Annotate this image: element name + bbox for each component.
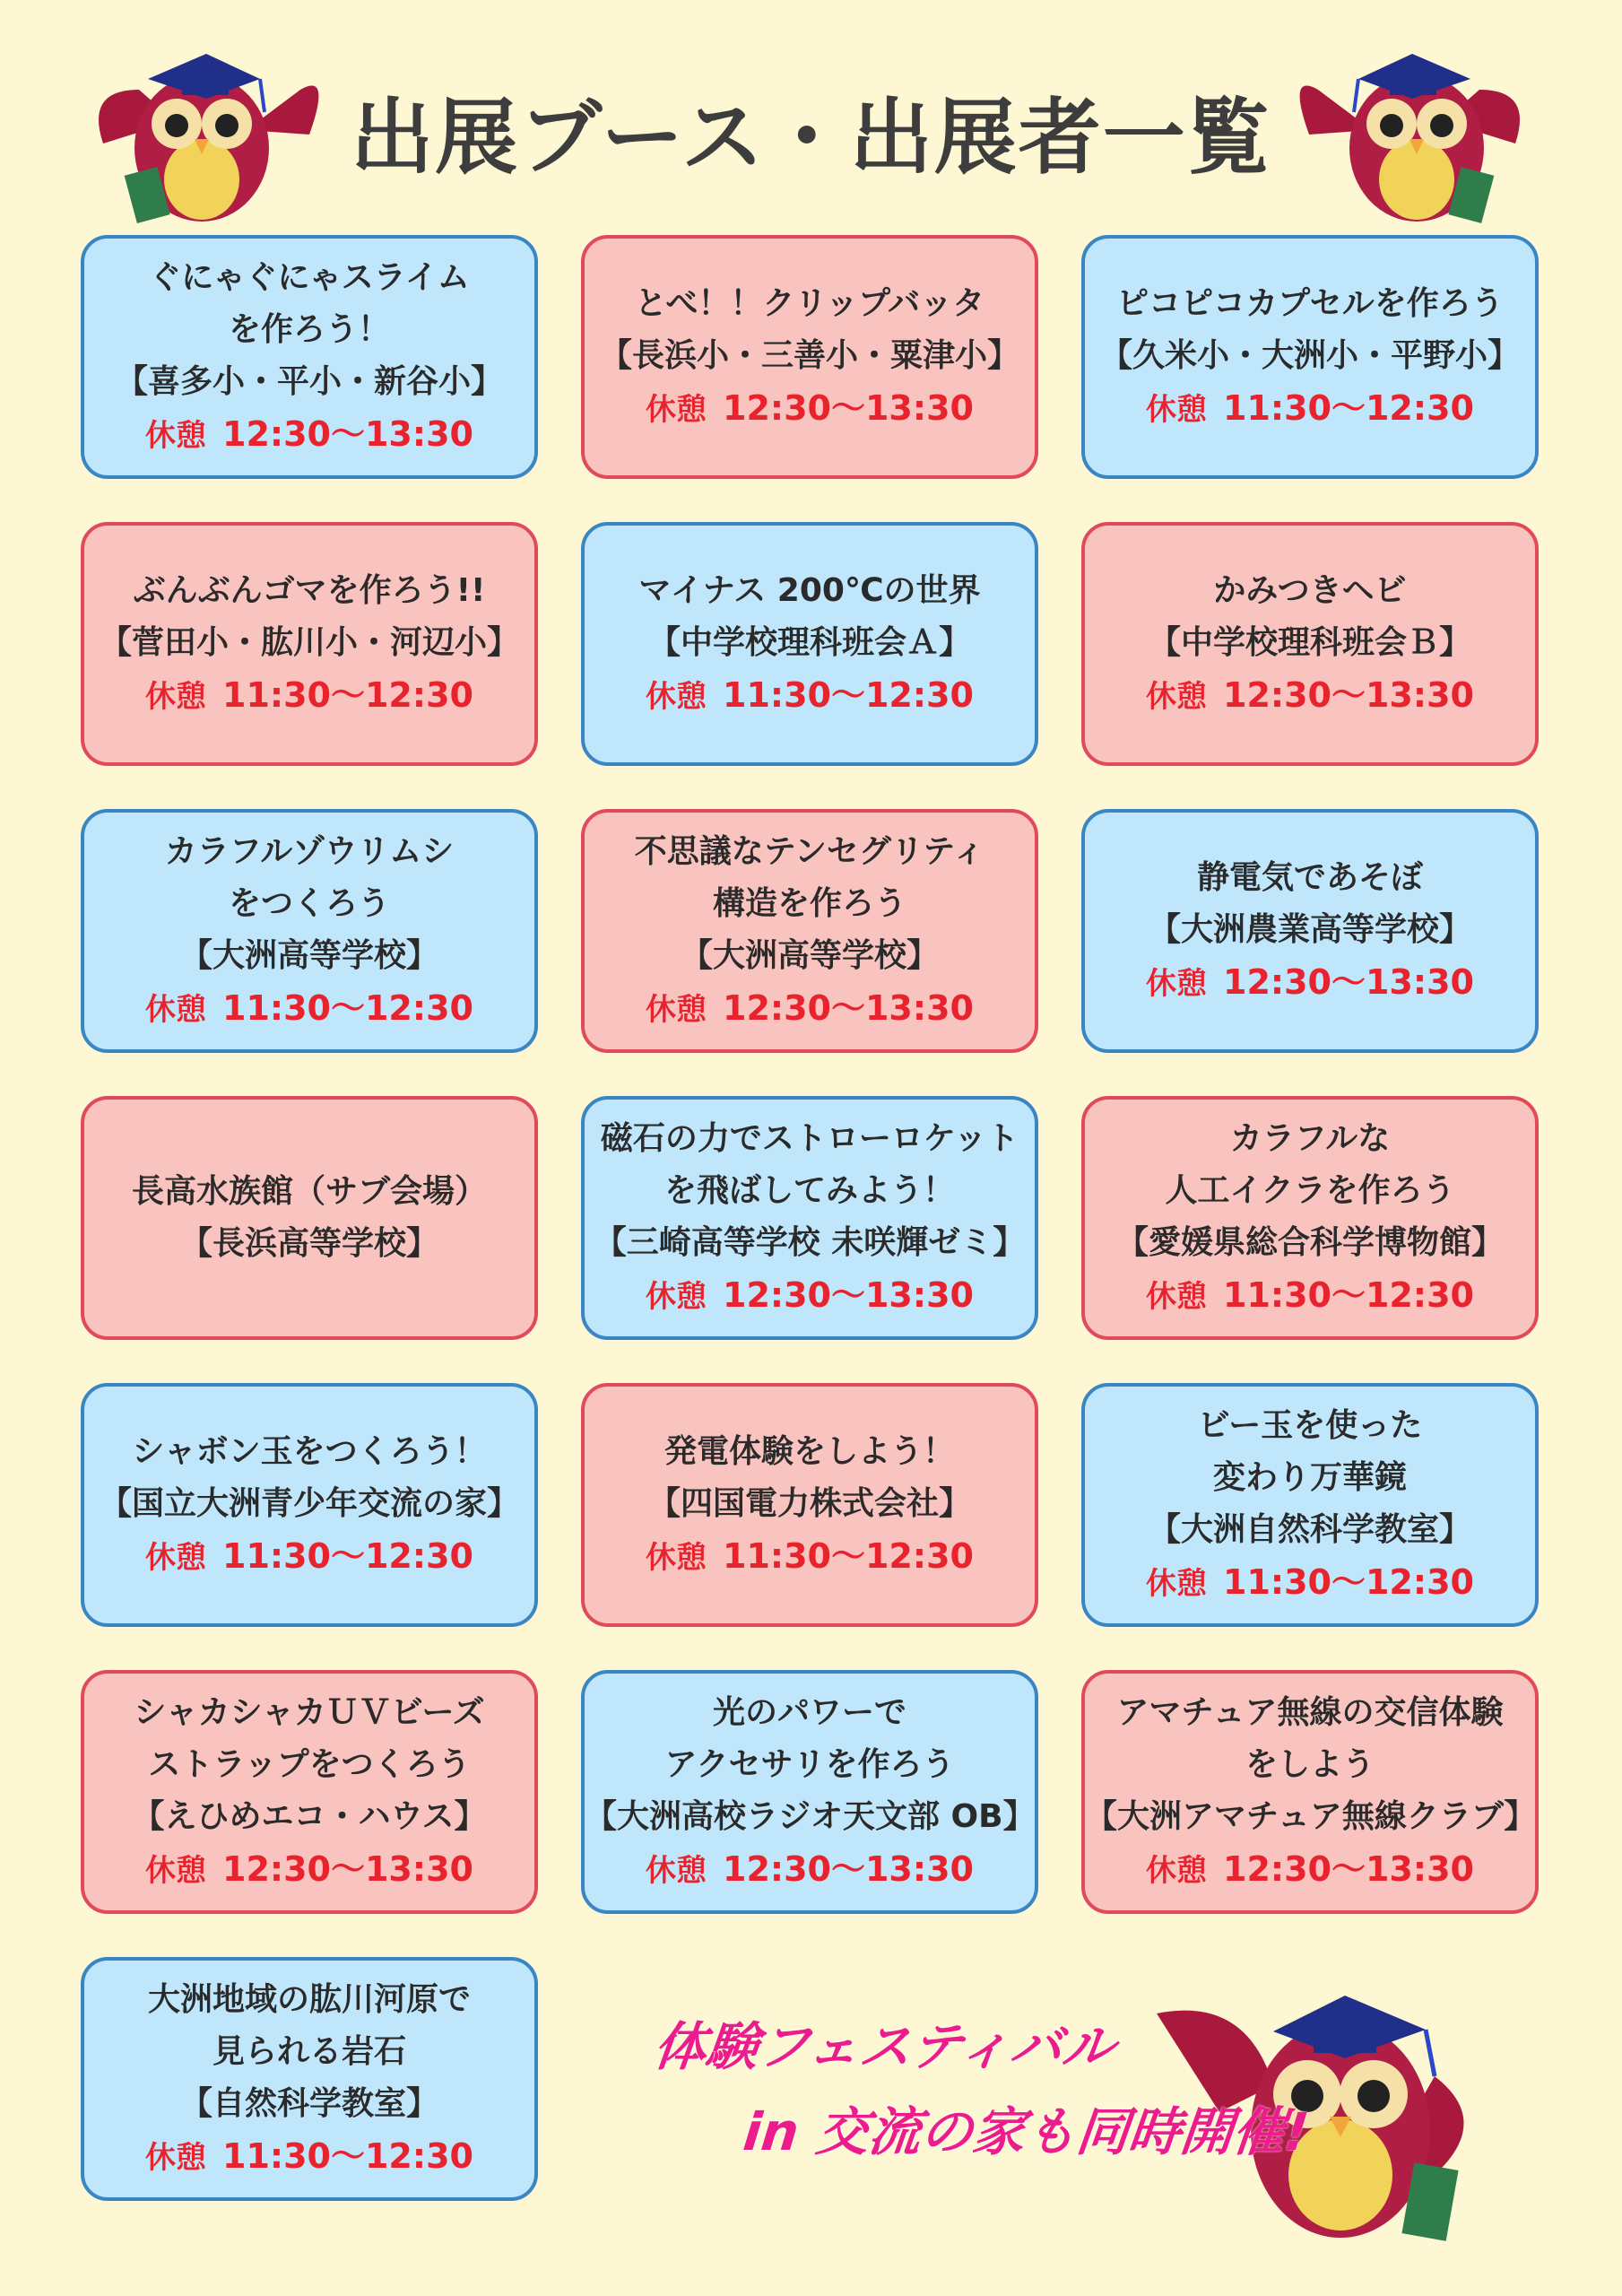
booth-card — [81, 235, 538, 479]
booth-title-line: アクセサリを作ろう — [664, 1746, 955, 1783]
booth-exhibitor: 【中学校理科班会Ａ】 — [647, 624, 971, 661]
break-label: 休憩 — [145, 1853, 207, 1889]
booth-card — [1081, 522, 1539, 766]
booth-exhibitor: 【三崎高等学校 未咲輝ゼミ】 — [594, 1224, 1026, 1261]
break-time: 12:30～13:30 — [1223, 962, 1474, 1002]
break-label: 休憩 — [1146, 679, 1208, 715]
booth-break-time — [1146, 1843, 1474, 1897]
booth-title-line: かみつきヘビ — [1213, 572, 1407, 609]
booth-exhibitor: 【中学校理科班会Ｂ】 — [1148, 624, 1471, 661]
break-time: 12:30～13:30 — [723, 1275, 974, 1315]
break-time: 11:30～12:30 — [222, 675, 473, 715]
break-label: 休憩 — [145, 992, 207, 1028]
break-label: 休憩 — [1146, 1566, 1208, 1602]
booth-exhibitor: 【愛媛県総合科学博物館】 — [1115, 1224, 1504, 1261]
booth-card — [581, 1383, 1038, 1627]
booth-break-time — [145, 669, 473, 723]
booth-card — [1081, 235, 1539, 479]
booth-break-time — [646, 982, 974, 1036]
booth-break-time — [145, 408, 473, 462]
break-time: 12:30～13:30 — [222, 414, 473, 454]
booth-break-time — [145, 2130, 473, 2184]
booth-title-line: を作ろう！ — [228, 311, 390, 348]
festival-line-1: 体験フェスティバル — [650, 2016, 1118, 2077]
break-label: 休憩 — [646, 679, 707, 715]
break-label: 休憩 — [145, 1540, 207, 1576]
break-label: 休憩 — [1146, 392, 1208, 428]
break-label: 休憩 — [145, 2140, 207, 2176]
booth-title-line: 人工イクラを作ろう — [1165, 1172, 1455, 1209]
booth-title-line: シャボン玉をつくろう！ — [132, 1433, 487, 1470]
break-time: 12:30～13:30 — [723, 1849, 974, 1889]
booth-title-line: マイナス 200℃の世界 — [638, 572, 981, 609]
booth-break-time — [145, 982, 473, 1036]
booth-title-line: 静電気であそぼ — [1196, 859, 1423, 896]
break-label: 休憩 — [646, 992, 707, 1028]
booth-card — [81, 1383, 538, 1627]
booth-title-line: ストラップをつくろう — [148, 1746, 471, 1783]
booth-title-line: を飛ばしてみよう！ — [664, 1172, 955, 1209]
booth-exhibitor: 【菅田小・肱川小・河辺小】 — [99, 624, 519, 661]
break-time: 11:30～12:30 — [723, 675, 974, 715]
booth-card — [1081, 1383, 1539, 1627]
break-label: 休憩 — [1146, 966, 1208, 1002]
break-time: 11:30～12:30 — [1223, 1275, 1474, 1315]
booth-title-line: 光のパワーで — [712, 1694, 906, 1731]
booth-title-line: シャカシャカＵＶビーズ — [134, 1694, 485, 1731]
booth-exhibitor: 【大洲高等学校】 — [179, 937, 438, 974]
booth-card — [1081, 809, 1539, 1053]
booth-title-line: カラフルゾウリムシ — [164, 833, 455, 870]
booth-card — [81, 1096, 538, 1340]
booth-exhibitor: 【えひめエコ・ハウス】 — [132, 1798, 487, 1835]
booth-card — [581, 1096, 1038, 1340]
booth-title-line: 変わり万華鏡 — [1212, 1459, 1407, 1496]
break-time: 11:30～12:30 — [723, 1536, 974, 1576]
booth-exhibitor: 【国立大洲青少年交流の家】 — [99, 1485, 519, 1522]
booth-title-line: 不思議なテンセグリティ — [634, 833, 985, 870]
page-title: 出展ブース・出展者一覧 — [351, 90, 1271, 186]
booth-break-time — [1146, 669, 1474, 723]
booth-card — [1081, 1096, 1539, 1340]
break-time: 12:30～13:30 — [723, 388, 974, 428]
booth-card — [581, 809, 1038, 1053]
booth-break-time — [646, 1269, 974, 1323]
break-label: 休憩 — [646, 1540, 707, 1576]
break-time: 11:30～12:30 — [222, 988, 473, 1028]
booth-title-line: とべ！！クリップバッタ — [634, 285, 985, 322]
break-label: 休憩 — [646, 392, 707, 428]
booth-title-line: アマチュア無線の交信体験 — [1116, 1694, 1504, 1731]
booth-exhibitor: 【長浜小・三善小・粟津小】 — [599, 337, 1019, 374]
booth-exhibitor: 【大洲農業高等学校】 — [1148, 911, 1471, 948]
booth-title-line: ビー玉を使った — [1197, 1407, 1423, 1444]
booth-break-time — [646, 1530, 974, 1584]
booth-title-line: 磁石の力でストローロケット — [600, 1120, 1019, 1157]
booth-exhibitor: 【喜多小・平小・新谷小】 — [115, 363, 503, 400]
break-label: 休憩 — [1146, 1279, 1208, 1315]
booth-exhibitor: 【四国電力株式会社】 — [647, 1485, 971, 1522]
break-time: 11:30～12:30 — [222, 2136, 473, 2176]
booth-exhibitor: 【大洲高等学校】 — [680, 937, 939, 974]
booth-exhibitor: 【久米小・大洲小・平野小】 — [1099, 337, 1520, 374]
booth-title-line: 長高水族館（サブ会場） — [131, 1173, 487, 1210]
break-label: 休憩 — [646, 1853, 707, 1889]
booth-title-line: ぐにゃぐにゃスライム — [149, 259, 470, 296]
booth-card — [81, 1670, 538, 1914]
booth-title-line: ぶんぶんゴマを作ろう!! — [133, 572, 486, 609]
booth-break-time — [646, 1843, 974, 1897]
break-time: 12:30～13:30 — [1223, 1849, 1474, 1889]
booth-title-line: 構造を作ろう — [712, 885, 906, 922]
booth-break-time — [1146, 382, 1474, 436]
booth-exhibitor: 【大洲高校ラジオ天文部 OB】 — [585, 1798, 1036, 1835]
booth-exhibitor: 【自然科学教室】 — [179, 2085, 438, 2122]
owl-mascot-icon — [76, 36, 327, 224]
owl-mascot-icon — [1291, 36, 1542, 224]
break-time: 12:30～13:30 — [1223, 675, 1474, 715]
booth-break-time — [646, 669, 974, 723]
break-time: 11:30～12:30 — [1223, 388, 1474, 428]
festival-line-2: in 交流の家も同時開催! — [740, 2101, 1312, 2162]
booth-card — [81, 809, 538, 1053]
booth-card — [81, 1957, 538, 2201]
booth-title-line: をしよう — [1245, 1746, 1375, 1783]
booth-exhibitor: 【長浜高等学校】 — [179, 1225, 438, 1262]
break-label: 休憩 — [145, 679, 207, 715]
booth-title-line: 発電体験をしよう！ — [664, 1433, 955, 1470]
break-time: 12:30～13:30 — [222, 1849, 473, 1889]
booth-card — [581, 522, 1038, 766]
break-label: 休憩 — [145, 418, 207, 454]
break-time: 12:30～13:30 — [723, 988, 974, 1028]
booth-break-time — [1146, 1269, 1474, 1323]
booth-title-line: をつくろう — [228, 885, 390, 922]
booth-title-line: 大洲地域の肱川河原で — [147, 1981, 471, 2018]
booth-break-time — [145, 1530, 473, 1584]
booth-break-time — [1146, 1556, 1474, 1610]
break-time: 11:30～12:30 — [1223, 1562, 1474, 1602]
booth-break-time — [646, 382, 974, 436]
break-label: 休憩 — [646, 1279, 707, 1315]
booth-exhibitor: 【大洲アマチュア無線クラブ】 — [1085, 1798, 1537, 1835]
booth-break-time — [1146, 956, 1474, 1010]
break-time: 11:30～12:30 — [222, 1536, 473, 1576]
booth-title-line: ピコピコカプセルを作ろう — [1116, 285, 1504, 322]
break-label: 休憩 — [1146, 1853, 1208, 1889]
booth-card — [581, 1670, 1038, 1914]
booth-card — [581, 235, 1038, 479]
booth-title-line: 見られる岩石 — [212, 2033, 406, 2070]
booth-exhibitor: 【大洲自然科学教室】 — [1148, 1511, 1471, 1548]
booth-card — [81, 522, 538, 766]
booth-break-time — [145, 1843, 473, 1897]
booth-title-line: カラフルな — [1229, 1120, 1391, 1157]
booth-card — [1081, 1670, 1539, 1914]
